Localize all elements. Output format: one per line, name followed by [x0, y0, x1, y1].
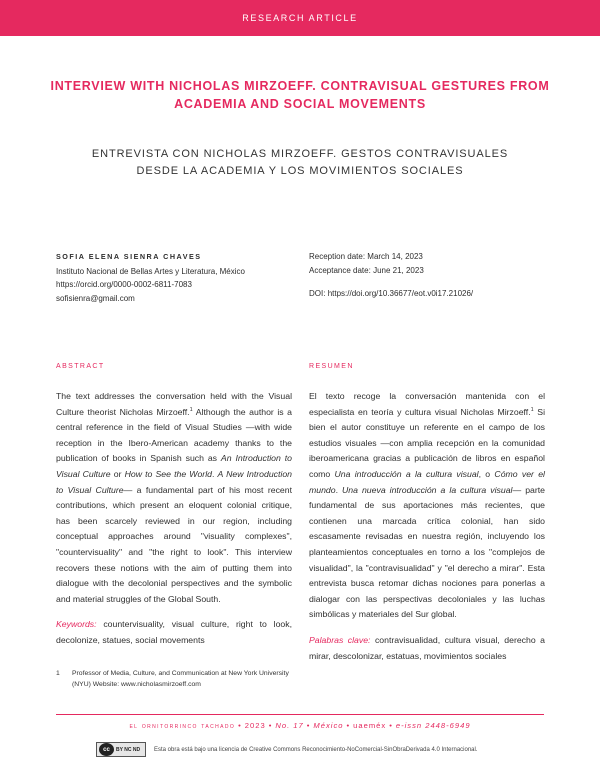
title-spanish-line-1: ENTREVISTA CON NICHOLAS MIRZOEFF. GESTOS CONTRAVISUALES — [91, 148, 509, 160]
resumen-column — [309, 389, 545, 664]
license-text: Esta obra está bajo una licencia de Creative Commons Reconocimiento-NoComercial-SinObraDerivada 4.0 Internacional. — [154, 746, 478, 753]
author-affiliation: Instituto Nacional de Bellas Artes y Literatura, México — [56, 266, 245, 276]
footnote-marker[interactable]: 1 — [189, 406, 193, 413]
footer-divider — [56, 714, 544, 715]
separator: • — [306, 721, 311, 730]
article-title-spanish — [40, 146, 560, 180]
keywords-list: contravisualidad, cultura visual, derecho a mirar, descolonizar, estatuas, movimientos sociales — [309, 634, 545, 661]
resumen-connector: . — [335, 484, 343, 495]
banner-label: RESEARCH ARTICLE — [242, 13, 358, 23]
author-block — [56, 250, 306, 305]
dates-block — [309, 250, 549, 301]
reception-label: Reception date: — [309, 252, 366, 261]
footnote-number: 1 — [56, 670, 60, 677]
book-title: Cómo ver el mundo — [309, 468, 545, 495]
keywords-list: countervisuality, visual culture, right to look, decolonize, statues, social movements — [56, 619, 292, 645]
book-title: Una nueva introducción a la cultura visual — [342, 484, 513, 495]
footer-issn: e-issn 2448-6949 — [395, 721, 471, 730]
author-email-link[interactable]: sofisienra@gmail.com — [56, 293, 135, 303]
section-banner — [0, 0, 600, 36]
abstract-heading: ABSTRACT — [56, 363, 105, 370]
footer-issue: No. 17 — [275, 721, 304, 730]
separator: • — [268, 721, 273, 730]
resumen-heading: RESUMEN — [309, 363, 354, 370]
acceptance-value: June 21, 2023 — [373, 265, 424, 275]
article-title-english: INTERVIEW WITH NICHOLAS MIRZOEFF. CONTRAVISUAL GESTURES FROM ACADEMIA AND SOCIAL MOVEMENTS — [50, 79, 550, 111]
doi-link[interactable]: https://doi.org/10.36677/eot.v0i17.21026/ — [327, 289, 474, 298]
author-orcid-link[interactable]: https://orcid.org/0000-0002-6811-7083 — [56, 280, 192, 289]
cc-badge-text: BY NC ND — [116, 746, 141, 753]
journal-footer — [56, 721, 544, 730]
footer-university: uaeméx — [353, 721, 387, 730]
keywords-label: Palabras clave: — [309, 634, 371, 645]
abstract-part-2: Although the author is a central reference in the field of Visual Studies —with wide reception in the Ibero-American academy thanks to the publication of books in Spanish such as — [56, 406, 293, 464]
resumen-connector: , o — [478, 468, 495, 479]
reception-date — [309, 250, 549, 264]
creative-commons-badge[interactable] — [96, 742, 146, 757]
resumen-part-3: — parte fundamental de sus aportaciones más recientes, que contienen una marcada crítica colonial, han sido escasamente revisadas en nuestra región, incluyendo los planteamientos conceptuales en torno a los "complejos de visualidad", la "contravisualidad" y "el derecho a mirar". Esta entrevista busca retomar dichas nociones para ponerlas a dialogar con las perspectivas decoloniales y las luchas simbólicas y materiales del Sur global. — [309, 484, 545, 620]
reception-value: March 14, 2023 — [367, 252, 423, 261]
book-title: Una introducción a la cultura visual — [334, 468, 479, 479]
separator: • — [389, 721, 393, 730]
abstract-connector: or — [110, 468, 125, 479]
license-block — [96, 742, 566, 757]
journal-name: el ornitorrinco tachado — [129, 721, 236, 730]
footnote-marker[interactable]: 1 — [530, 406, 534, 413]
author-name: SOFIA ELENA SIENRA CHAVES — [56, 252, 202, 261]
abstract-part-1: The text addresses the conversation held with the Visual Culture theorist Nicholas Mirzoeff. — [56, 391, 292, 417]
footnote — [56, 668, 296, 690]
book-title: How to See the World — [124, 468, 212, 479]
resumen-keywords — [309, 633, 545, 664]
abstract-keywords — [56, 617, 292, 648]
keywords-label: Keywords: — [56, 619, 97, 630]
title-spanish-line-2: DESDE LA ACADEMIA Y LOS MOVIMIENTOS SOCIALES — [136, 165, 464, 177]
resumen-text — [309, 389, 545, 623]
abstract-part-3: — a fundamental part of his most recent contributions, which present an eloquent colonial critique, has been scarcely reviewed in our region, including conceptual approaches around "visuality complexes", "countervisuality" and "the right to look". This interview recovers these notions with the aim of putting them into dialogue with the decolonial perspectives and the symbolic and material struggles of the Global South. — [56, 484, 292, 604]
abstract-connector: . — [211, 468, 218, 479]
footer-country: México — [313, 721, 344, 730]
separator: • — [238, 721, 242, 730]
cc-icon: cc — [99, 743, 114, 756]
book-title: An Introduction to Visual Culture — [56, 453, 292, 479]
footer-year: 2023 — [244, 721, 266, 730]
resumen-part-2: Si bien el autor constituye un referente en el campo de los estudios visuales —con amplia recepción en la comunidad iberoamericana gracias a publicación de libros en español como — [309, 406, 546, 479]
acceptance-date — [309, 264, 549, 278]
footnote-text: Professor of Media, Culture, and Communication at New York University (NYU) Website: www.nicholasmirzoeff.com — [72, 670, 289, 688]
book-title: A New Introduction to Visual Culture — [56, 468, 293, 495]
acceptance-label: Acceptance date: — [309, 265, 371, 275]
doi — [309, 287, 549, 301]
resumen-part-1: El texto recoge la conversación mantenida con el especialista en teoría y cultura visual Nicholas Mirzoeff. — [309, 391, 545, 417]
doi-label: DOI: — [309, 289, 326, 298]
abstract-text — [56, 389, 292, 607]
abstract-column — [56, 389, 292, 649]
separator: • — [346, 721, 351, 730]
